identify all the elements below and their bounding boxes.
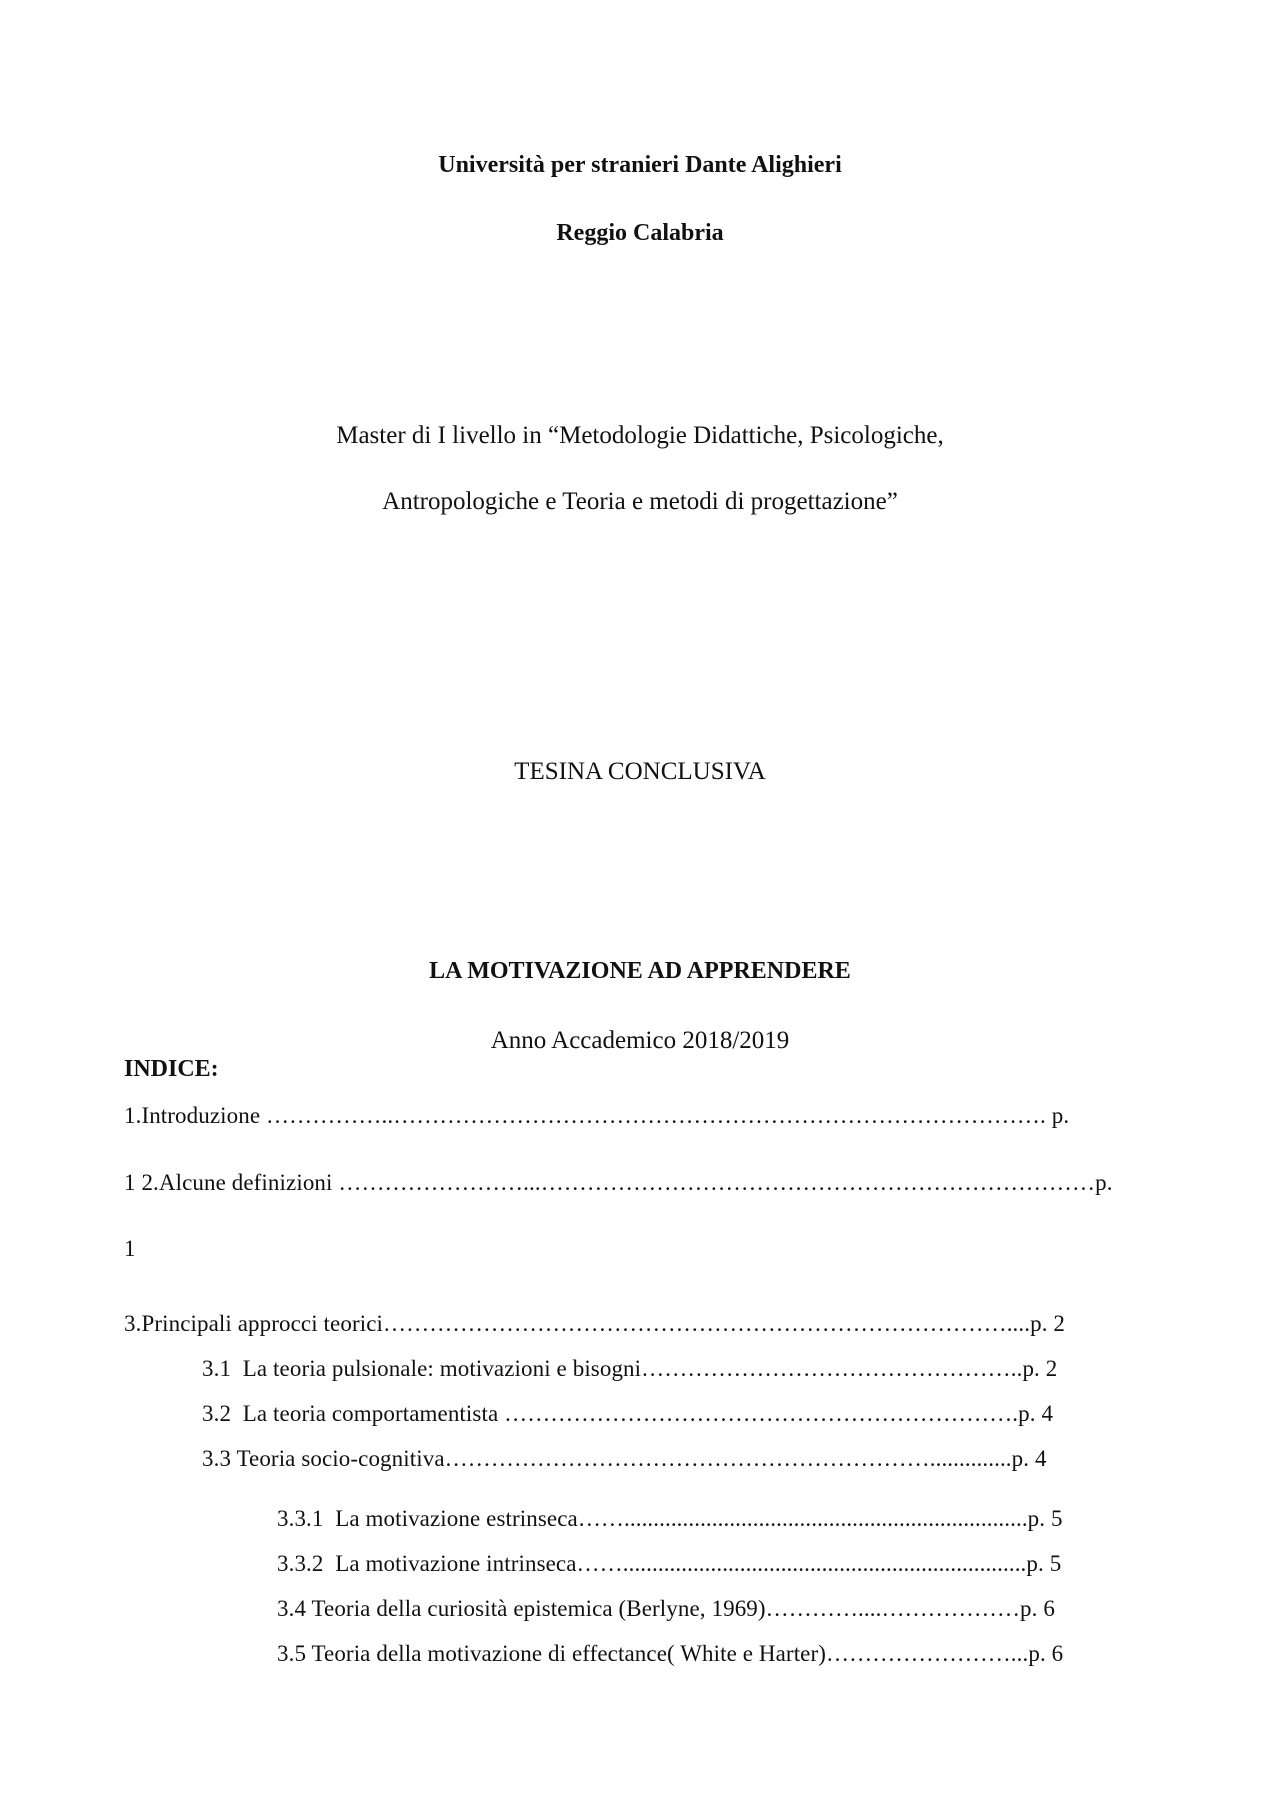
toc-entry-definizioni: 1 2.Alcune definizioni ……………………...………………………………………………………………p. (124, 1170, 1113, 1195)
toc-entry-page-number: 1 (124, 1236, 136, 1261)
toc-entry-3-1: 3.1 La teoria pulsionale: motivazioni e bisogni…………………………………………..p. 2 (202, 1356, 1058, 1381)
toc-entry-3-3: 3.3 Teoria socio-cognitiva………………………………………………………..............p. 4 (202, 1446, 1047, 1471)
university-city: Reggio Calabria (556, 220, 724, 246)
master-line-2: Antropologiche e Teoria e metodi di progettazione” (382, 488, 898, 515)
toc-entry-3-2: 3.2 La teoria comportamentista ………………………………………………………….p. 4 (202, 1401, 1054, 1426)
master-line-1: Master di I livello in “Metodologie Didattiche, Psicologiche, (336, 422, 944, 449)
toc-entry-3-5: 3.5 Teoria della motivazione di effectance( White e Harter)……………………...p. 6 (277, 1641, 1064, 1666)
index-heading: INDICE: (124, 1056, 219, 1082)
toc-entry-3-3-1: 3.3.1 La motivazione estrinseca…….....................................................................p. 5 (277, 1506, 1063, 1531)
thesis-type: TESINA CONCLUSIVA (514, 758, 766, 785)
university-name: Università per stranieri Dante Alighieri (438, 152, 842, 178)
toc-entry-3-3-2: 3.3.2 La motivazione intrinseca…….....................................................................p. 5 (277, 1551, 1062, 1576)
toc-entry-introduzione: 1.Introduzione ……………..…………………………………………………………………………. p. (124, 1103, 1070, 1128)
thesis-title: LA MOTIVAZIONE AD APPRENDERE (429, 958, 851, 984)
academic-year: Anno Accademico 2018/2019 (490, 1027, 790, 1054)
toc-entry-3-4: 3.4 Teoria della curiosità epistemica (Berlyne, 1969)…………....………………p. 6 (277, 1596, 1055, 1621)
toc-entry-approcci: 3.Principali approcci teorici………………………………………………………………………....p. 2 (124, 1311, 1065, 1336)
